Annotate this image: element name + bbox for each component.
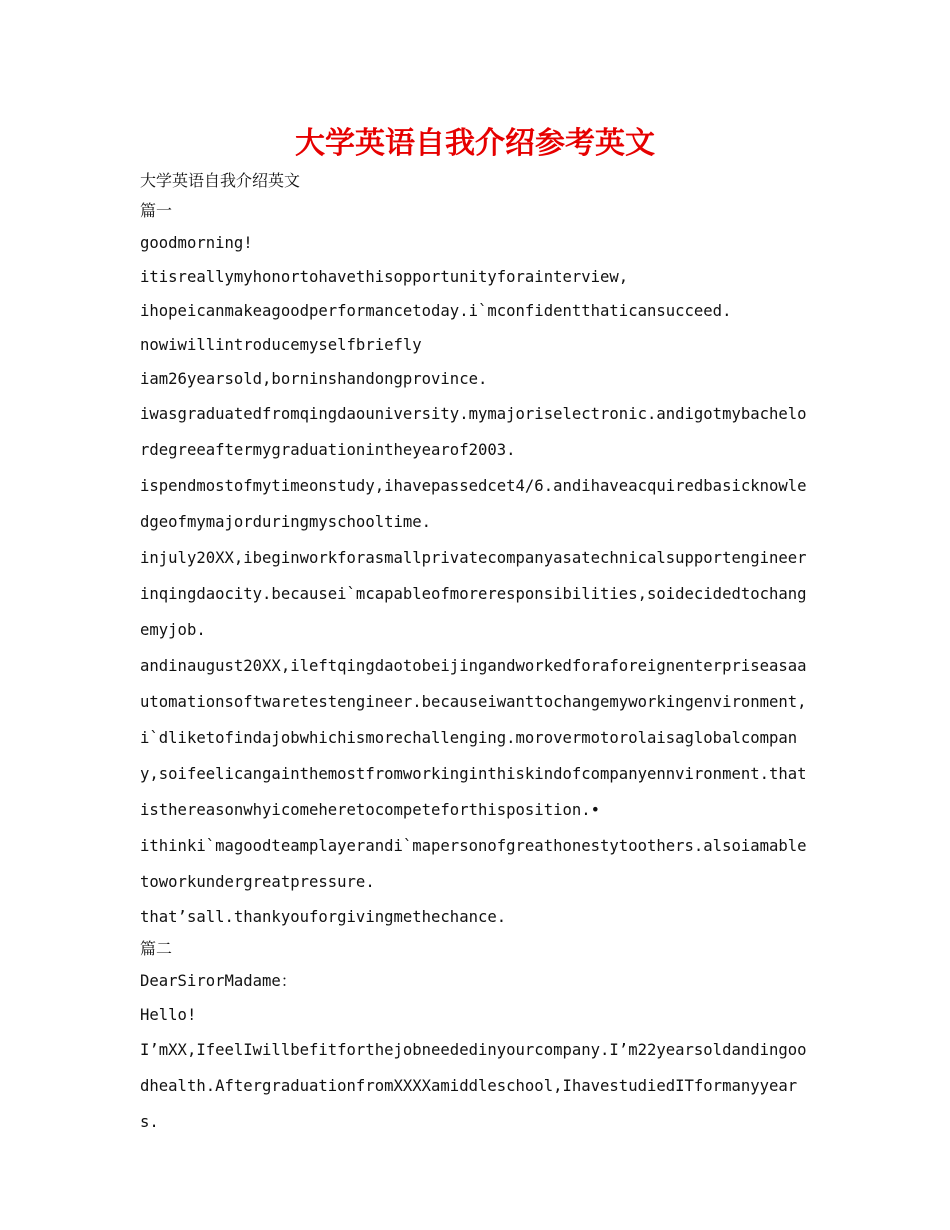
paragraph: goodmorning! (140, 234, 253, 252)
paragraph: DearSirorMadame： (140, 972, 297, 990)
document-subtitle: 大学英语自我介绍英文 (140, 171, 301, 190)
paragraph: I’mXX,IfeelIwillbefitforthejobneededinyourcompany.I’m22yearsoldandingoodhealth.AftergraduationfromXXXXamiddleschool,IhavestudiedITformanyyears. (140, 1041, 807, 1131)
paragraph: injuly20XX,ibeginworkforasmallprivatecompanyasatechnicalsupportengineerinqingdaocity.becausei`mcapableofmoreresponsibilities,soidecidedtochangemyjob. (140, 549, 807, 639)
document-body (140, 166, 812, 1140)
document-title: 大学英语自我介绍参考英文 (295, 126, 655, 161)
paragraph: andinaugust20XX,ileftqingdaotobeijingandworkedforaforeignenterpriseasaautomationsoftwaretestengineer.becauseiwanttochangemyworkingenvironment,i`dliketofindajobwhichismorechallenging.morovermotorolaisaglobalcompany,soifeelicangainthemostfromworkinginthiskindofcompanyennvironment.thatisthereasonwhyicomeheretocompeteforthisposition.• (140, 657, 807, 819)
paragraph: ihopeicanmakeagoodperformancetoday.i`mconfidentthaticansucceed. (140, 302, 732, 320)
paragraph: nowiwillintroducemyselfbriefly (140, 336, 422, 354)
paragraph: that’sall.thankyouforgivingmethechance. (140, 908, 507, 926)
paragraph: itisreallymyhonortohavethisopportunityforainterview, (140, 268, 629, 286)
paragraph: Hello! (140, 1006, 197, 1024)
paragraph: ithinki`magoodteamplayerandi`mapersonofgreathonestytoothers.alsoiamabletoworkundergreatpressure. (140, 837, 807, 891)
paragraph: iwasgraduatedfromqingdaouniversity.mymajoriselectronic.andigotmybachelordegreeaftermygraduationintheyearof2003. (140, 405, 807, 459)
section-heading-2: 篇二 (140, 939, 173, 958)
paragraph: ispendmostofmytimeonstudy,ihavepassedcet4/6.andihaveacquiredbasicknowledgeofmymajorduringmyschooltime. (140, 477, 807, 531)
paragraph: iam26yearsold,borninshandongprovince. (140, 370, 488, 388)
section-heading-1: 篇一 (140, 201, 173, 220)
